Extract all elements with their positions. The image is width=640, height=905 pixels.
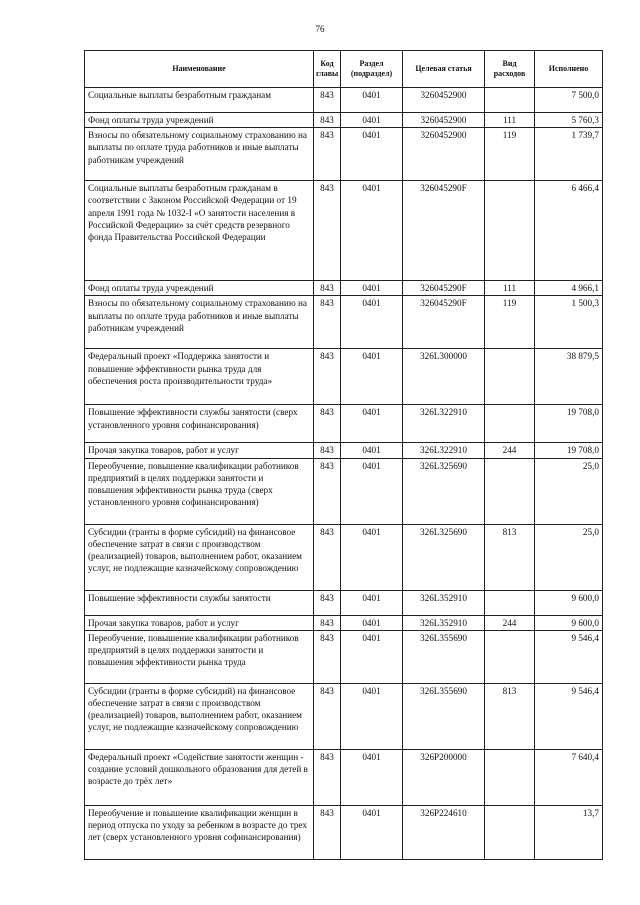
header-code: Код главы xyxy=(314,51,341,88)
row-name: Повышение эффективности службы занятости (сверх установленного уровня софинансирования) xyxy=(85,405,314,443)
row-section: 0401 xyxy=(341,296,403,349)
row-target: 326L325690 xyxy=(403,524,485,590)
row-code: 843 xyxy=(314,296,341,349)
row-section: 0401 xyxy=(341,349,403,405)
row-target: 326L325690 xyxy=(403,458,485,524)
row-target: 326L322910 xyxy=(403,443,485,458)
row-type xyxy=(485,349,535,405)
table-row xyxy=(85,88,603,113)
row-target: 3260452900 xyxy=(403,88,485,113)
row-type: 813 xyxy=(485,524,535,590)
row-type xyxy=(485,805,535,859)
row-target: 326L300000 xyxy=(403,349,485,405)
row-target: 326P224610 xyxy=(403,805,485,859)
row-done: 7 500,0 xyxy=(535,88,603,113)
table-row xyxy=(85,805,603,859)
row-target: 326L355690 xyxy=(403,683,485,749)
table-row xyxy=(85,615,603,630)
header-name: Наименование xyxy=(85,51,314,88)
row-done: 1 500,3 xyxy=(535,296,603,349)
page-number: 76 xyxy=(315,24,325,34)
row-code: 843 xyxy=(314,88,341,113)
header-section: Раздел (подраздел) xyxy=(341,51,403,88)
row-section: 0401 xyxy=(341,749,403,805)
row-name: Субсидии (гранты в форме субсидий) на финансовое обеспечение затрат в связи с производством (реализацией) товаров, выполнением работ, оказанием услуг, не подлежащие казначейскому сопровождению xyxy=(85,524,314,590)
table-row xyxy=(85,749,603,805)
table-row xyxy=(85,524,603,590)
table-row xyxy=(85,458,603,524)
row-section: 0401 xyxy=(341,113,403,128)
row-code: 843 xyxy=(314,443,341,458)
row-code: 843 xyxy=(314,615,341,630)
row-section: 0401 xyxy=(341,683,403,749)
row-code: 843 xyxy=(314,281,341,296)
row-type: 244 xyxy=(485,615,535,630)
row-done: 13,7 xyxy=(535,805,603,859)
row-section: 0401 xyxy=(341,458,403,524)
row-done: 25,0 xyxy=(535,524,603,590)
row-code: 843 xyxy=(314,458,341,524)
table-row xyxy=(85,281,603,296)
row-type xyxy=(485,88,535,113)
budget-table xyxy=(84,50,603,860)
row-type: 111 xyxy=(485,281,535,296)
row-name: Переобучение и повышение квалификации женщин в период отпуска по уходу за ребенком в возрасте до трех лет (сверх установленного уровня софинансирования) xyxy=(85,805,314,859)
header-row xyxy=(85,51,603,88)
row-done: 1 739,7 xyxy=(535,128,603,181)
row-type: 119 xyxy=(485,296,535,349)
row-target: 3260452900 xyxy=(403,128,485,181)
row-target: 3260452900 xyxy=(403,113,485,128)
row-code: 843 xyxy=(314,590,341,615)
row-section: 0401 xyxy=(341,524,403,590)
row-name: Фонд оплаты труда учреждений xyxy=(85,113,314,128)
row-target: 326L352910 xyxy=(403,615,485,630)
row-section: 0401 xyxy=(341,88,403,113)
row-code: 843 xyxy=(314,683,341,749)
row-code: 843 xyxy=(314,349,341,405)
row-target: 326P200000 xyxy=(403,749,485,805)
row-name: Федеральный проект «Поддержка занятости и повышение эффективности рынка труда для обеспечения роста производительности труда» xyxy=(85,349,314,405)
row-done: 38 879,5 xyxy=(535,349,603,405)
row-section: 0401 xyxy=(341,805,403,859)
table-row xyxy=(85,443,603,458)
row-name: Социальные выплаты безработным гражданам в соответствии с Законом Российской Федерации от 19 апреля 1991 года № 1032-I «О занятости населения в Российской Федерации» за счёт средств резервного фонда Правительства Российской Федерации xyxy=(85,181,314,281)
row-name: Прочая закупка товаров, работ и услуг xyxy=(85,443,314,458)
row-name: Повышение эффективности службы занятости xyxy=(85,590,314,615)
row-code: 843 xyxy=(314,630,341,683)
row-section: 0401 xyxy=(341,181,403,281)
row-section: 0401 xyxy=(341,128,403,181)
row-code: 843 xyxy=(314,181,341,281)
row-code: 843 xyxy=(314,128,341,181)
row-target: 326045290F xyxy=(403,181,485,281)
row-name: Переобучение, повышение квалификации работников предприятий в целях поддержки занятости и повышения эффективности рынка труда xyxy=(85,630,314,683)
row-section: 0401 xyxy=(341,443,403,458)
row-type xyxy=(485,458,535,524)
row-done: 9 600,0 xyxy=(535,590,603,615)
table-row xyxy=(85,590,603,615)
row-target: 326045290F xyxy=(403,281,485,296)
header-type: Вид расходов xyxy=(485,51,535,88)
row-done: 19 708,0 xyxy=(535,405,603,443)
table-row xyxy=(85,113,603,128)
row-done: 9 546,4 xyxy=(535,683,603,749)
header-done: Исполнено xyxy=(535,51,603,88)
row-section: 0401 xyxy=(341,281,403,296)
row-code: 843 xyxy=(314,805,341,859)
row-done: 5 760,3 xyxy=(535,113,603,128)
row-code: 843 xyxy=(314,113,341,128)
row-code: 843 xyxy=(314,749,341,805)
row-target: 326L355690 xyxy=(403,630,485,683)
table-row xyxy=(85,296,603,349)
row-section: 0401 xyxy=(341,630,403,683)
table-row xyxy=(85,128,603,181)
row-name: Федеральный проект «Содействие занятости женщин - создание условий дошкольного образования для детей в возрасте до трёх лет» xyxy=(85,749,314,805)
row-done: 9 600,0 xyxy=(535,615,603,630)
row-code: 843 xyxy=(314,405,341,443)
row-type: 111 xyxy=(485,113,535,128)
row-code: 843 xyxy=(314,524,341,590)
row-name: Фонд оплаты труда учреждений xyxy=(85,281,314,296)
row-type xyxy=(485,630,535,683)
table-row xyxy=(85,405,603,443)
table-row xyxy=(85,349,603,405)
row-done: 7 640,4 xyxy=(535,749,603,805)
row-target: 326L352910 xyxy=(403,590,485,615)
row-type: 119 xyxy=(485,128,535,181)
row-done: 6 466,4 xyxy=(535,181,603,281)
table-row xyxy=(85,181,603,281)
row-name: Прочая закупка товаров, работ и услуг xyxy=(85,615,314,630)
row-type xyxy=(485,590,535,615)
header-target: Целевая статья xyxy=(403,51,485,88)
row-type xyxy=(485,181,535,281)
row-done: 19 708,0 xyxy=(535,443,603,458)
row-done: 4 966,1 xyxy=(535,281,603,296)
row-section: 0401 xyxy=(341,405,403,443)
row-name: Взносы по обязательному социальному страхованию на выплаты по оплате труда работников и иные выплаты работникам учреждений xyxy=(85,296,314,349)
table-row xyxy=(85,630,603,683)
row-target: 326L322910 xyxy=(403,405,485,443)
row-name: Социальные выплаты безработным гражданам xyxy=(85,88,314,113)
row-section: 0401 xyxy=(341,615,403,630)
row-name: Взносы по обязательному социальному страхованию на выплаты по оплате труда работников и иные выплаты работникам учреждений xyxy=(85,128,314,181)
row-type xyxy=(485,405,535,443)
row-type: 813 xyxy=(485,683,535,749)
row-name: Переобучение, повышение квалификации работников предприятий в целях поддержки занятости и повышения эффективности рынка труда (сверх установленного уровня софинансирования) xyxy=(85,458,314,524)
row-type: 244 xyxy=(485,443,535,458)
row-target: 326045290F xyxy=(403,296,485,349)
row-section: 0401 xyxy=(341,590,403,615)
row-type xyxy=(485,749,535,805)
row-name: Субсидии (гранты в форме субсидий) на финансовое обеспечение затрат в связи с производством (реализацией) товаров, выполнением работ, оказанием услуг, не подлежащие казначейскому сопровождению xyxy=(85,683,314,749)
row-done: 25,0 xyxy=(535,458,603,524)
row-done: 9 546,4 xyxy=(535,630,603,683)
table-row xyxy=(85,683,603,749)
